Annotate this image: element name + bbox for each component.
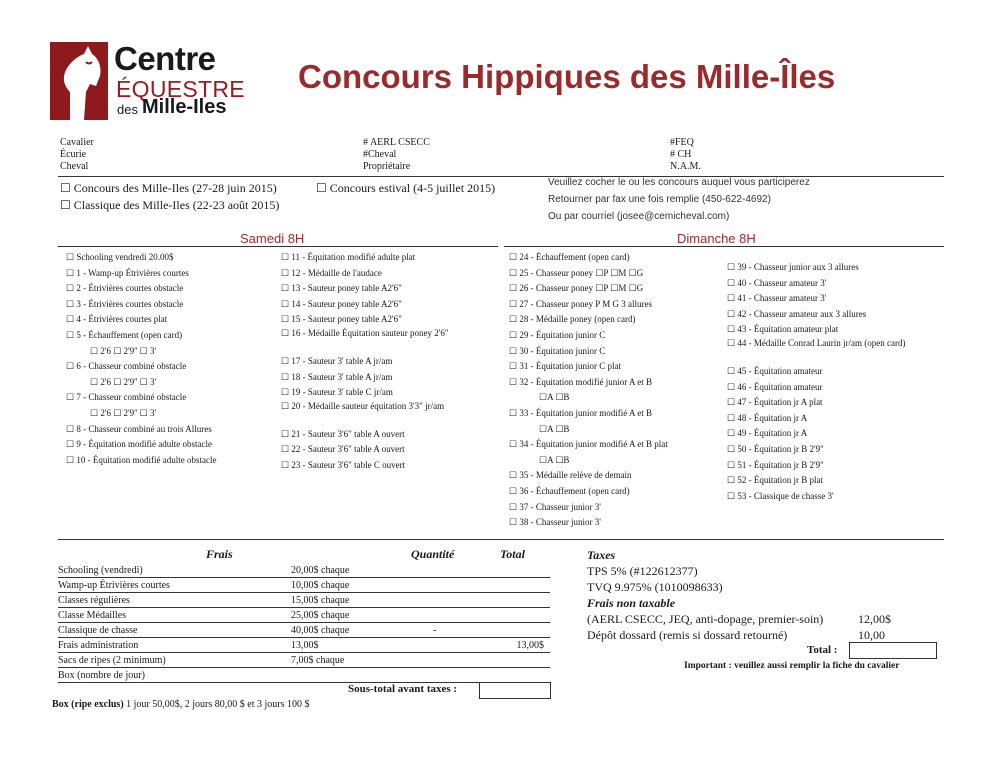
table-row [58,668,550,683]
box-note [52,699,309,710]
item-value: 12,00$ [858,612,891,626]
class-33-levels[interactable]: ☐A ☐B [539,423,570,434]
dimanche-classes-col2 [727,260,927,504]
class-31[interactable]: ☐ 31 - Équitation junior C plat [509,361,622,372]
total-input[interactable] [849,642,937,659]
table-row [58,563,550,578]
class-18[interactable]: ☐ 18 - Sauteur 3' table A jr/am [281,371,393,382]
table-row [58,653,550,668]
frais-price: 15,00$ chaque [291,595,350,606]
class-49[interactable]: ☐ 49 - Équitation jr A [727,428,808,439]
class-14[interactable]: ☐ 14 - Sauteur poney table A2'6" [281,298,402,309]
class-35[interactable]: ☐ 35 - Médaille relève de demain [509,470,632,481]
frais-price: 10,00$ chaque [291,580,350,591]
total-label: Total : [807,644,838,656]
class-34-levels[interactable]: ☐A ☐B [539,454,570,465]
field-ch[interactable]: # CH [670,149,692,160]
email-instruction: Ou par courriel (josee@cemicheval.com) [548,211,730,222]
frais-price: 25,00$ chaque [291,610,350,621]
concours-instruction: Veuillez cocher le ou les concours auquel vous participerez [548,177,810,188]
frais-label: Box (nombre de jour) [58,670,145,681]
table-row [58,578,550,593]
samedi-header: Samedi 8H [240,231,305,246]
concours-option-3[interactable]: ☐ Classique des Mille-Iles (22-23 août 2015) [60,198,280,212]
rider-info-col2 [363,137,430,173]
class-20[interactable]: ☐ 20 - Médaille sauteur équitation 3'3" jr/am [281,400,445,411]
class-40[interactable]: ☐ 40 - Chasseur amateur 3' [727,277,827,288]
horse-head-logo-icon [50,42,108,120]
class-8[interactable]: ☐ 8 - Chasseur combiné au trois Allures [66,423,212,434]
class-10[interactable]: ☐ 10 - Équitation modifié adulte obstacle [66,454,217,465]
item-label: Dépôt dossard (remis si dossard retourné) [587,628,788,642]
table-row [58,593,550,608]
frais-label: Classe Médailles [58,610,127,621]
page-title: Concours Hippiques des Mille-Îles [298,58,836,95]
class-53[interactable]: ☐ 53 - Classique de chasse 3' [727,490,834,501]
class-45[interactable]: ☐ 45 - Équitation amateur [727,365,823,376]
class-26[interactable]: ☐ 26 - Chasseur poney ☐P ☐M ☐G [509,283,644,294]
dimanche-header: Dimanche 8H [677,231,756,246]
class-16[interactable]: ☐ 16 - Médaille Équitation sauteur poney 2'6" [281,327,449,338]
class-33[interactable]: ☐ 33 - Équitation junior modifié A et B [509,407,653,418]
class-27[interactable]: ☐ 27 - Chasseur poney P M G 3 allures [509,298,652,309]
taxes-section [587,547,947,643]
concours-option-2[interactable]: ☐ Concours estival (4-5 juillet 2015) [316,181,496,195]
class-28[interactable]: ☐ 28 - Médaille poney (open card) [509,314,636,325]
logo-text-des: des [117,102,138,117]
table-row [58,608,550,623]
class-52[interactable]: ☐ 52 - Équitation jr B plat [727,475,824,486]
class-47[interactable]: ☐ 47 - Équitation jr A plat [727,397,823,408]
class-11[interactable]: ☐ 11 - Équitation modifié adulte plat [281,252,416,262]
class-6-heights[interactable]: ☐ 2'6 ☐ 2'9'' ☐ 3' [90,376,157,387]
field-nam[interactable]: N.A.M. [670,161,701,172]
concours-option-1[interactable]: ☐ Concours des Mille-Iles (27-28 juin 2015) [60,181,277,195]
total-header: Total [500,547,525,561]
frais-label: Wamp-up Étrivières courtes [58,580,170,591]
tps-line: TPS 5% (#122612377) [587,564,698,578]
class-51[interactable]: ☐ 51 - Équitation jr B 2'9" [727,459,824,470]
class-32[interactable]: ☐ 32 - Équitation modifié junior A et B [509,376,653,387]
dimanche-classes-col1 [509,250,723,531]
class-1[interactable]: ☐ 1 - Wamp-up Étrivières courtes [66,267,189,278]
frais-label: Sacs de ripes (2 minimum) [58,655,166,666]
class-46[interactable]: ☐ 46 - Équitation amateur [727,381,823,392]
table-row [58,638,550,653]
class-3[interactable]: ☐ 3 - Étrivières courtes obstacle [66,298,184,309]
logo-text-mille-iles: Mille-Iles [142,96,227,118]
rider-info-col1 [60,137,94,173]
class-schooling[interactable]: ☐ Schooling vendredi 20.00$ [66,252,174,262]
class-37[interactable]: ☐ 37 - Chasseur junior 3' [509,501,601,512]
class-7[interactable]: ☐ 7 - Chasseur combiné obstacle [66,392,187,403]
class-38[interactable]: ☐ 38 - Chasseur junior 3' [509,517,601,528]
samedi-divider [58,246,498,247]
frais-header: Frais [206,547,233,561]
non-taxable-header: Frais non taxable [587,596,676,610]
box-note-bold: Box (ripe exclus) [52,699,124,710]
logo [50,40,245,120]
non-taxable-item-1 [587,611,947,627]
class-13[interactable]: ☐ 13 - Sauteur poney table A2'6" [281,283,402,294]
class-44[interactable]: ☐ 44 - Médaille Conrad Laurin jr/am (open card) [727,337,906,348]
class-50[interactable]: ☐ 50 - Équitation jr B 2'9" [727,443,824,454]
subtotal-input[interactable] [479,682,551,699]
class-39[interactable]: ☐ 39 - Chasseur junior aux 3 allures [727,262,859,272]
class-5-heights[interactable]: ☐ 2'6 ☐ 2'9'' ☐ 3' [90,345,157,356]
class-41[interactable]: ☐ 41 - Chasseur amateur 3' [727,293,827,304]
class-22[interactable]: ☐ 22 - Sauteur 3'6" table A ouvert [281,444,405,455]
frais-price: 7,00$ chaque [291,655,345,666]
class-21[interactable]: ☐ 21 - Sauteur 3'6" table A ouvert [281,428,405,439]
field-numero-cheval[interactable]: #Cheval [363,149,397,160]
divider [58,539,944,540]
field-aerl-csecc[interactable]: # AERL CSECC [363,137,430,148]
frais-price: 20,00$ chaque [291,565,350,576]
taxes-header: Taxes [587,548,616,562]
frais-label: Classes régulières [58,595,130,606]
frais-price: 40,00$ chaque [291,625,350,636]
field-proprietaire[interactable]: Propriétaire [363,161,411,172]
quantite-header: Quantité [411,547,455,561]
field-cavalier[interactable]: Cavalier [60,137,94,148]
dimanche-divider [504,246,944,247]
class-34[interactable]: ☐ 34 - Équitation junior modifié A et B plat [509,439,668,450]
frais-label: Classique de chasse [58,625,138,636]
subtotal-label: Sous-total avant taxes : [348,683,458,695]
class-17[interactable]: ☐ 17 - Sauteur 3' table A jr/am [281,355,393,366]
important-note: Important : veuillez aussi remplir la fiche du cavalier [684,661,900,671]
class-2[interactable]: ☐ 2 - Étrivières courtes obstacle [66,283,184,294]
class-29[interactable]: ☐ 29 - Équitation junior C [509,329,606,340]
non-taxable-item-2 [587,627,947,643]
class-15[interactable]: ☐ 15 - Sauteur poney table A2'6" [281,314,402,325]
class-9[interactable]: ☐ 9 - Équitation modifié adulte obstacle [66,439,213,450]
class-43[interactable]: ☐ 43 - Équitation amateur plat [727,324,839,335]
item-label: (AERL CSECC, JEQ, anti-dopage, premier-soin) [587,612,824,626]
logo-text-centre: Centre [114,40,216,77]
class-23[interactable]: ☐ 23 - Sauteur 3'6" table C ouvert [281,459,406,470]
class-48[interactable]: ☐ 48 - Équitation jr A [727,412,808,423]
class-6[interactable]: ☐ 6 - Chasseur combiné obstacle [66,361,187,372]
box-note-text: 1 jour 50,00$, 2 jours 80,00 $ et 3 jours 100 $ [123,699,310,710]
frais-price: 13,00$ [291,640,319,651]
class-25[interactable]: ☐ 25 - Chasseur poney ☐P ☐M ☐G [509,267,644,278]
field-feq[interactable]: #FEQ [670,137,694,148]
item-value: 10,00 [858,628,885,642]
class-5[interactable]: ☐ 5 - Échauffement (open card) [66,329,183,340]
class-4[interactable]: ☐ 4 - Étrivières courtes plat [66,314,168,325]
frais-qty[interactable]: - [433,625,437,636]
frais-label: Schooling (vendredi) [58,565,143,576]
class-19[interactable]: ☐ 19 - Sauteur 3' table C jr/am [281,387,393,398]
divider [58,176,944,177]
class-36[interactable]: ☐ 36 - Échauffement (open card) [509,485,630,496]
field-cheval[interactable]: Cheval [60,161,89,172]
class-30[interactable]: ☐ 30 - Équitation junior C [509,345,606,356]
fax-instruction: Retourner par fax une fois remplie (450-622-4692) [548,194,771,205]
frais-total: 13,00$ [516,640,544,651]
class-32-levels[interactable]: ☐A ☐B [539,392,570,403]
class-7-heights[interactable]: ☐ 2'6 ☐ 2'9'' ☐ 3' [90,407,157,418]
frais-label: Frais administration [58,640,139,651]
class-24[interactable]: ☐ 24 - Échauffement (open card) [509,252,630,262]
field-ecurie[interactable]: Écurie [60,149,87,160]
samedi-classes-col2 [281,250,486,474]
table-row [58,623,550,638]
class-42[interactable]: ☐ 42 - Chasseur amateur aux 3 allures [727,308,867,319]
samedi-classes-col1 [66,250,278,468]
tvq-line: TVQ 9.975% (1010098633) [587,580,723,594]
rider-info-col3 [670,137,701,173]
class-12[interactable]: ☐ 12 - Médaille de l'audace [281,267,382,278]
logo-text-equestre: ÉQUESTRE [116,76,245,102]
